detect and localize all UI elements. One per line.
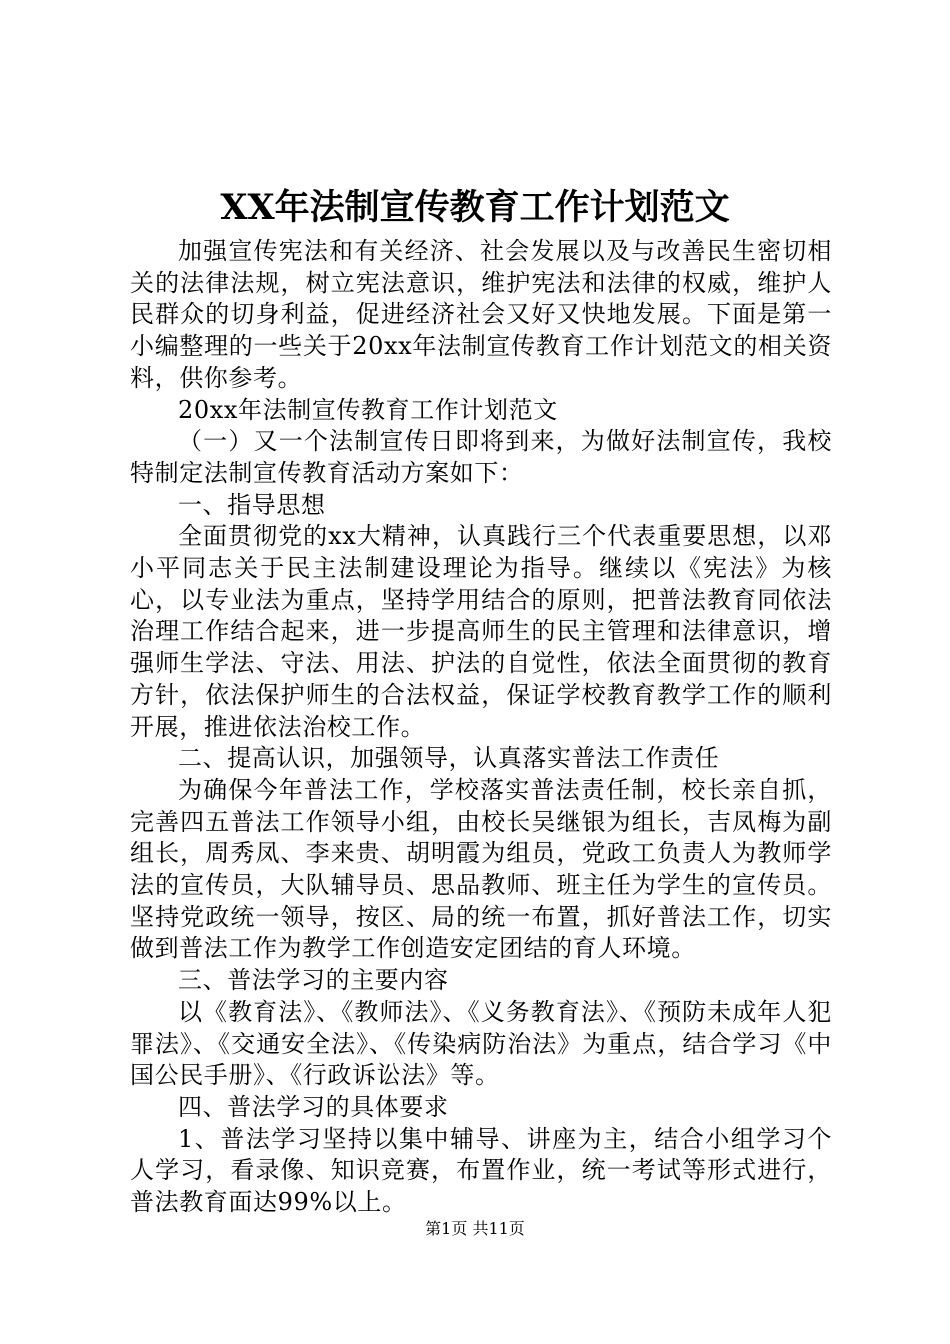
heading-main-content: 三、普法学习的主要内容 [178,966,449,995]
document-body [130,236,832,1219]
paragraph-guiding-ideology: 全面贯彻党的xx大精神，认真践行三个代表重要思想，以邓小平同志关于民主法制建设理论为指导。继续以《宪法》为核心，以专业法为重点，坚持学用结合的原则，把普法教育同依法治理工作结合起来，进一步提高师生的民主管理和法律意识，增强师生学法、守法、用法、护法的自觉性，依法全面贯彻的教育方针，依法保护师生的合法权益，保证学校教育教学工作的顺利开展，推进依法治校工作。 [130,522,832,741]
intro-paragraph: 加强宣传宪法和有关经济、社会发展以及与改善民生密切相关的法律法规，树立宪法意识，维护宪法和法律的权威，维护人民群众的切身利益，促进经济社会又好又快地发展。下面是第一小编整理的一些关于20xx年法制宣传教育工作计划范文的相关资料，供你参考。 [130,237,832,392]
heading-leadership: 二、提高认识，加强领导，认真落实普法工作责任 [178,744,720,773]
section-subtitle: 20xx年法制宣传教育工作计划范文 [178,395,558,424]
document-title: XX年法制宣传教育工作计划范文 [220,187,730,228]
heading-requirements: 四、普法学习的具体要求 [178,1092,449,1121]
paragraph-leadership: 为确保今年普法工作，学校落实普法责任制，校长亲自抓，完善四五普法工作领导小组，由校长吴继银为组长，吉凤梅为副组长，周秀凤、李来贵、胡明霞为组员，党政工负责人为教师学法的宣传员，大队辅导员、思品教师、班主任为学生的宣传员。坚持党政统一领导，按区、局的统一布置，抓好普法工作，切实做到普法工作为教学工作创造安定团结的育人环境。 [130,775,832,963]
page-footer: 第1页 共11页 [425,1219,525,1238]
paragraph-plan-intro: （一）又一个法制宣传日即将到来，为做好法制宣传，我校特制定法制宣传教育活动方案如下： [130,427,832,487]
paragraph-main-content: 以《教育法》、《教师法》、《义务教育法》、《预防未成年人犯罪法》、《交通安全法》、《传染病防治法》为重点，结合学习《中国公民手册》、《行政诉讼法》等。 [130,997,832,1090]
paragraph-requirement-1: 1、普法学习坚持以集中辅导、讲座为主，结合小组学习个人学习，看录像、知识竞赛，布置作业，统一考试等形式进行，普法教育面达99%以上。 [130,1124,832,1217]
heading-guiding-ideology: 一、指导思想 [178,490,326,519]
